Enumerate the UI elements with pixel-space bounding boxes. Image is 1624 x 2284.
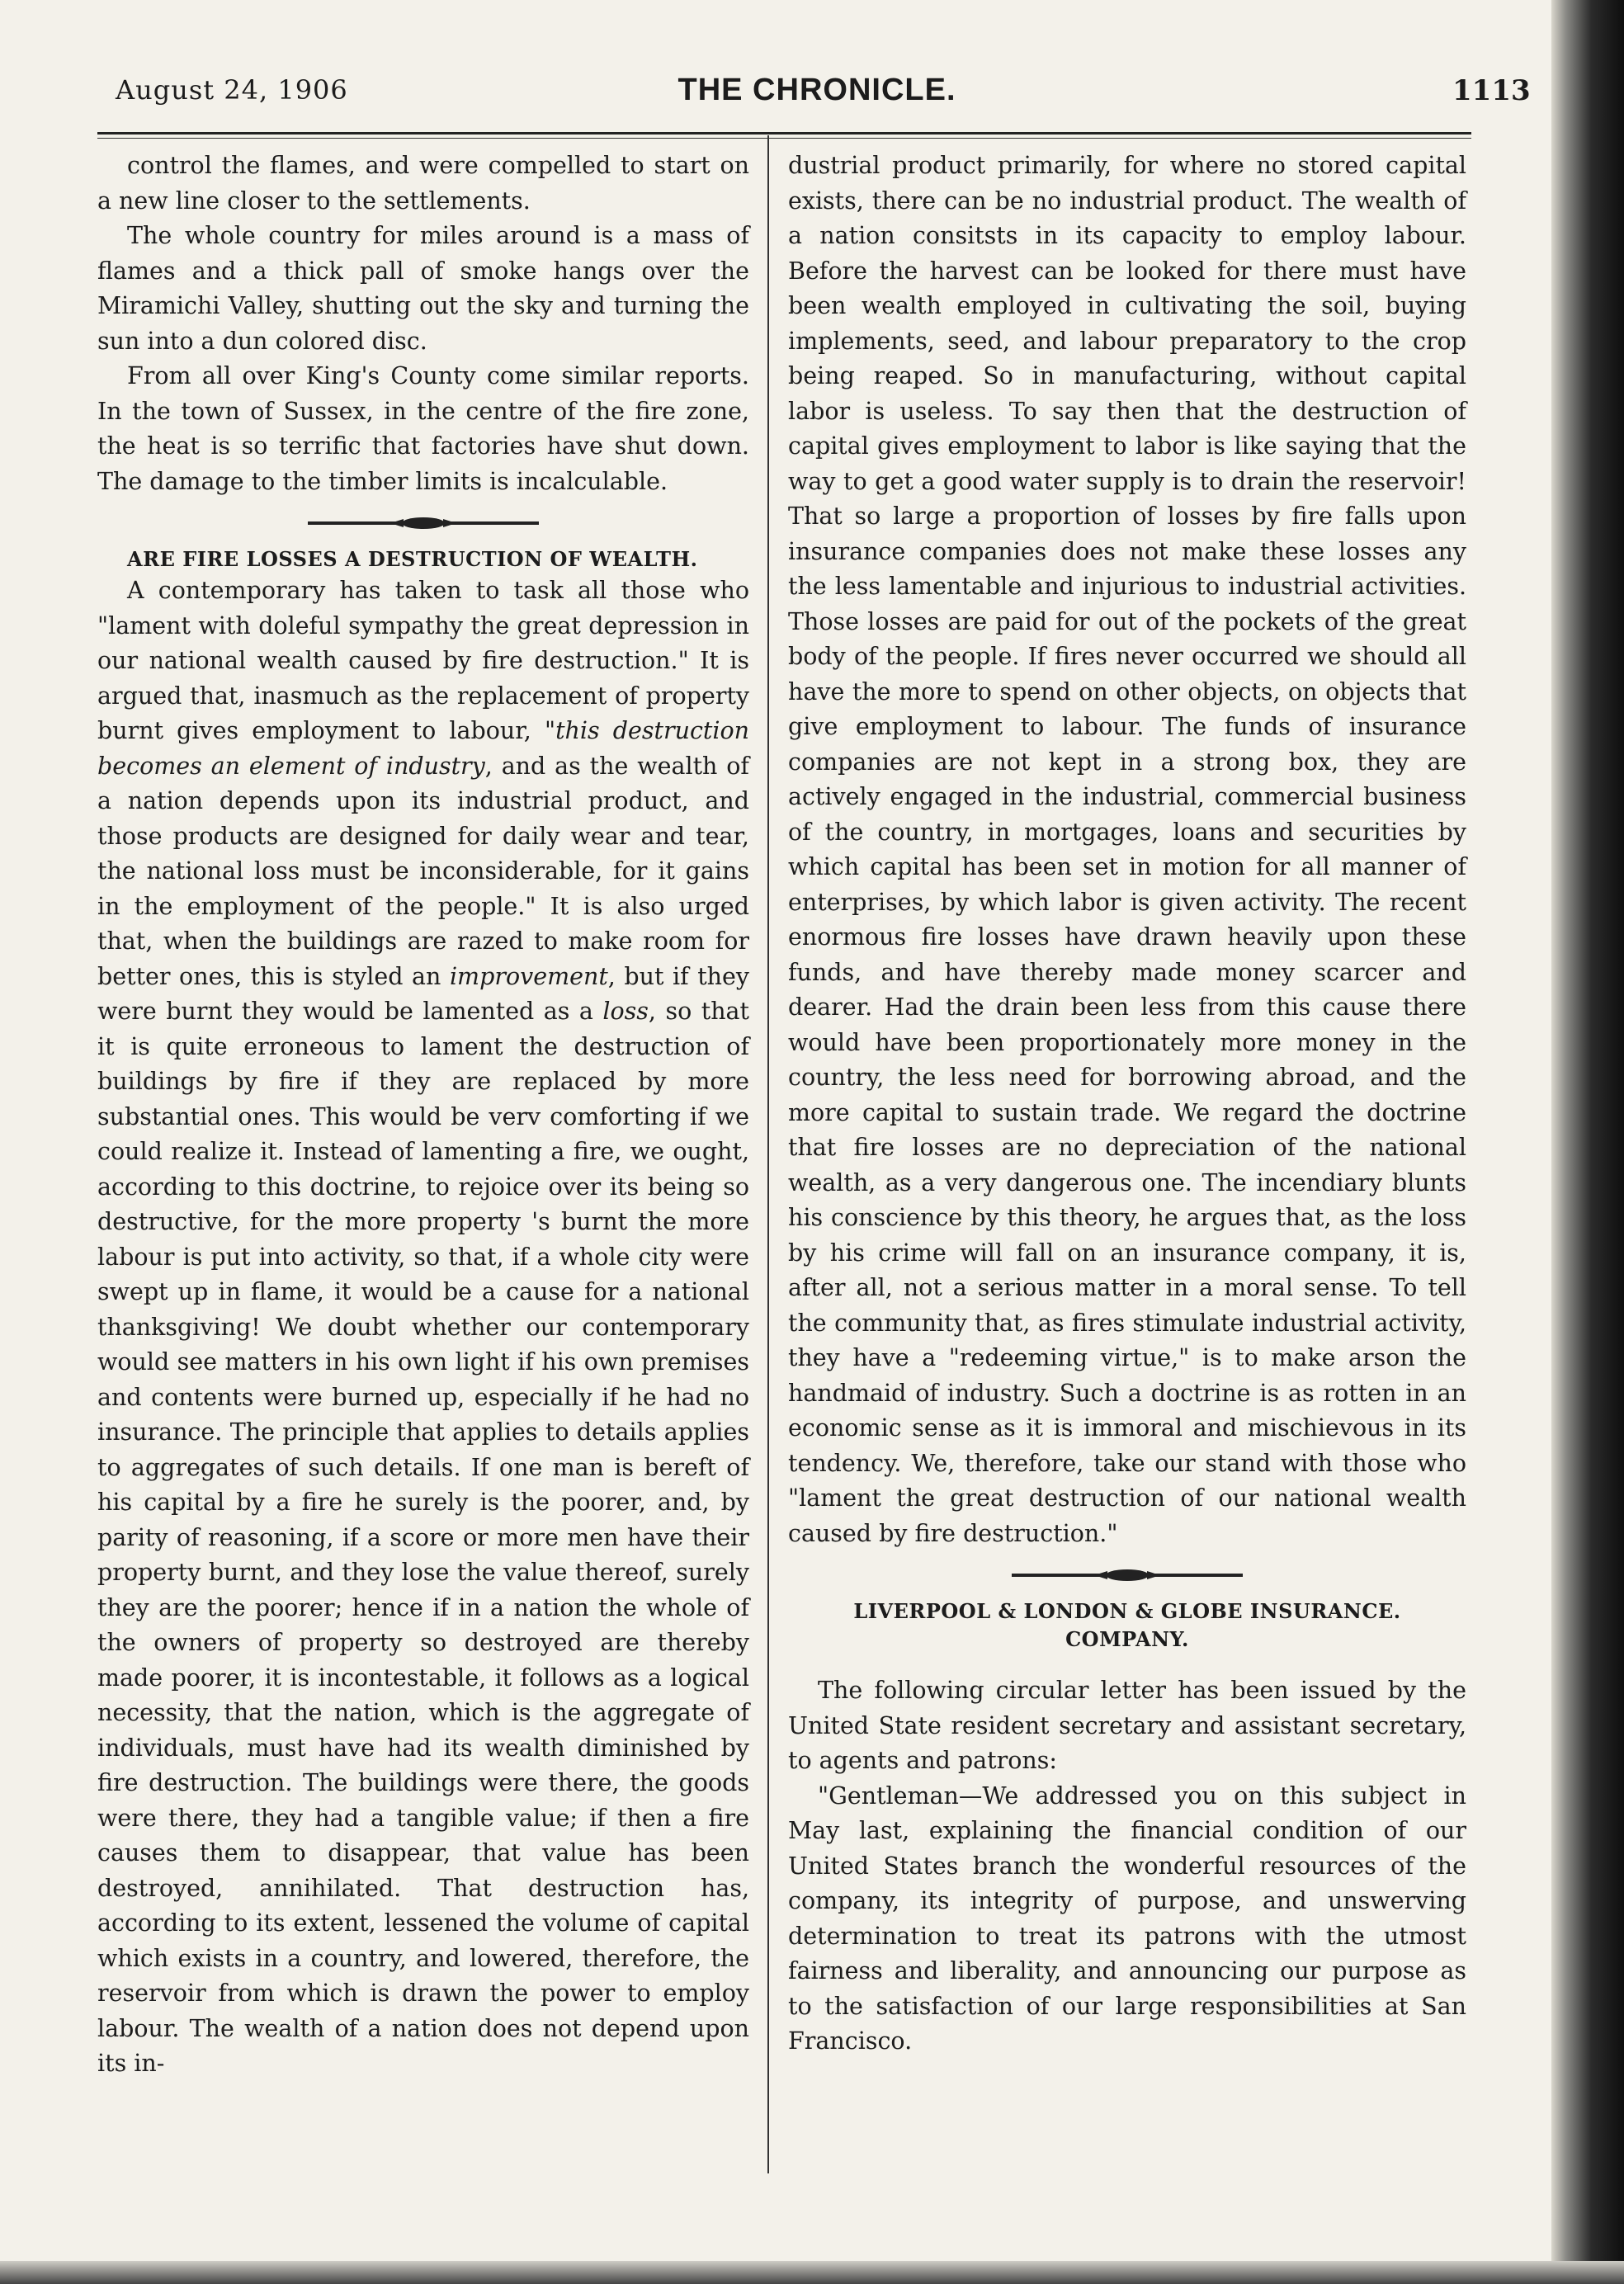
binding-edge: [1551, 0, 1624, 2284]
section-ornament-2: [788, 1569, 1466, 1581]
article-heading: ARE FIRE LOSSES A DESTRUCTION OF WEALTH.: [127, 547, 698, 571]
ornament-rule-icon-2: [1012, 1569, 1243, 1581]
insurance-paragraph-1: The following circular letter has been issued by the United State resident secretary and assistant secretary, to agents and patrons:: [788, 1677, 1466, 1774]
column-divider: [767, 135, 769, 2173]
article-italic-phrase-3: loss: [602, 998, 649, 1025]
article-text-part-1: A contemporary has taken to task all those who "lament with doleful sympathy the great depression in our national wealth caused by fire destruction." It is argued that, inasmuch as the replacement of property burnt gives employment to labour, ": [97, 577, 749, 744]
article-text-part-3: , but if they were burnt they would be lamented as a: [97, 962, 749, 1025]
article-continuation: dustrial product primarily, for where no stored capital exists, there can be no industrial product. The wealth of a nation consitsts in its capacity to employ labour. Before the harvest can be looked for there must have been wealth employed in cultivating the soil, buying implements, seed, and labour preparatory to the crop being reaped. So in manufacturing, without capital labor is useless. To say then that the destruction of capital gives employment to labor is like saying that the way to get a good water supply is to drain the reservoir! That so large a proportion of losses by fire falls upon insurance companies does not make these losses any the less lamentable and injurious to industrial activities. Those losses are paid for out of the pockets of the great body of the people. If fires never occurred we should all have the more to spend on other objects, on objects that give employment to labour. The funds of insurance companies are not kept in a strong box, they are actively engaged in the industrial, commercial business of the country, in mortgages, loans and securities by which capital has been set in motion for all manner of enterprises, by which labor is given activity. The recent enormous fire losses have drawn heavily upon these funds, and have thereby made money scarcer and dearer. Had the drain been less from this cause there would have been proportionately more money in the country, the less need for borrowing abroad, and the more capital to sustain trade. We regard the doctrine that fire losses are no depreciation of the national wealth, as a very dangerous one. The incendiary blunts his conscience by this theory, he argues that, as the loss by his crime will fall on an insurance company, it is, after all, not a serious matter in a moral sense. To tell the community that, as fires stimulate industrial activity, they have a "redeeming virtue," is to make arson the handmaid of industry. Such a doctrine is as rotten in an economic sense as it is immoral and mischievous in its tendency. We, therefore, take our stand with those who "lament the great destruction of our national wealth caused by fire destruction.": [788, 152, 1466, 1547]
page-header: [99, 73, 1531, 114]
header-rule-thin: [97, 138, 1471, 139]
article-paragraph: [97, 573, 749, 2082]
insurance-heading: [788, 1597, 1466, 1654]
publication-title: THE CHRONICLE.: [677, 73, 956, 107]
left-column: [97, 149, 749, 2082]
section-ornament: [97, 517, 749, 529]
insurance-heading-line-2: COMPANY.: [1065, 1627, 1189, 1651]
ornament-rule-icon: [308, 517, 539, 529]
fire-report-paragraph-2: The whole country for miles around is a mass of flames and a thick pall of smoke hangs over the Miramichi Valley, shutting out the sky and turning the sun into a dun colored disc.: [97, 222, 749, 355]
insurance-paragraph-2: "Gentleman—We addressed you on this subject in May last, explaining the financial condition of our United States branch the wonderful resources of the company, its integrity of purpose, and unswerving determination to treat its patrons with the utmost fairness and liberality, and announcing our purpose as to the satisfaction of our large responsibilities at San Francisco.: [788, 1781, 1466, 2055]
page-bottom-edge: [0, 2261, 1624, 2284]
article-text-part-2: , and as the wealth of a nation depends upon its industrial product, and those products are designed for daily wear and tear, the national loss must be inconsiderable, for it gains in the employment of the people." It is also urged that, when the buildings are razed to make room for better ones, this is styled an: [97, 752, 749, 990]
fire-report-paragraph-1: control the flames, and were compelled to start on a new line closer to the settlements.: [97, 152, 749, 215]
issue-date: August 24, 1906: [116, 74, 348, 106]
page-number: 1113: [1452, 74, 1531, 107]
fire-report-paragraph-3: From all over King's County come similar reports. In the town of Sussex, in the centre of the fire zone, the heat is so terrific that factories have shut down. The damage to the timber limits is incalculable.: [97, 362, 749, 495]
article-italic-phrase-1: this destruction becomes an element of industry: [97, 717, 750, 780]
article-text-part-4: , so that it is quite erroneous to lament the destruction of buildings by fire if they are replaced by more substantial ones. This would be verv comforting if we could realize it. Instead of lamenting a fire, we ought, according to this doctrine, to rejoice over its being so destructive, for the more property 's burnt the more labour is put into activity, so that, if a whole city were swept up in flame, it would be a cause for a national thanksgiving! We doubt whether our contemporary would see matters in his own light if his own premises and contents were burned up, especially if he had no insurance. The principle that applies to details applies to aggregates of such details. If one man is bereft of his capital by a fire he surely is the poorer, and, by parity of reasoning, if a score or more men have their property burnt, and they lose the value thereof, surely they are the poorer; hence if in a nation the whole of the owners of property so destroyed are thereby made poorer, it is incontestable, it follows as a logical necessity, that the nation, which is the aggregate of individuals, must have had its wealth diminished by fire destruction. The buildings were there, the goods were there, they had a tangible value; if then a fire causes them to disappear, that value has been destroyed, annihilated. That destruction has, according to its extent, lessened the volume of capital which exists in a country, and lowered, therefore, the reservoir from which is drawn the power to employ labour. The wealth of a nation does not depend upon its in-: [97, 998, 749, 2077]
header-rule-thick: [97, 132, 1471, 134]
article-italic-phrase-2: improvement: [449, 962, 608, 990]
right-column: [788, 149, 1466, 2060]
insurance-heading-line-1: LIVERPOOL & LONDON & GLOBE INSURANCE.: [853, 1599, 1401, 1623]
